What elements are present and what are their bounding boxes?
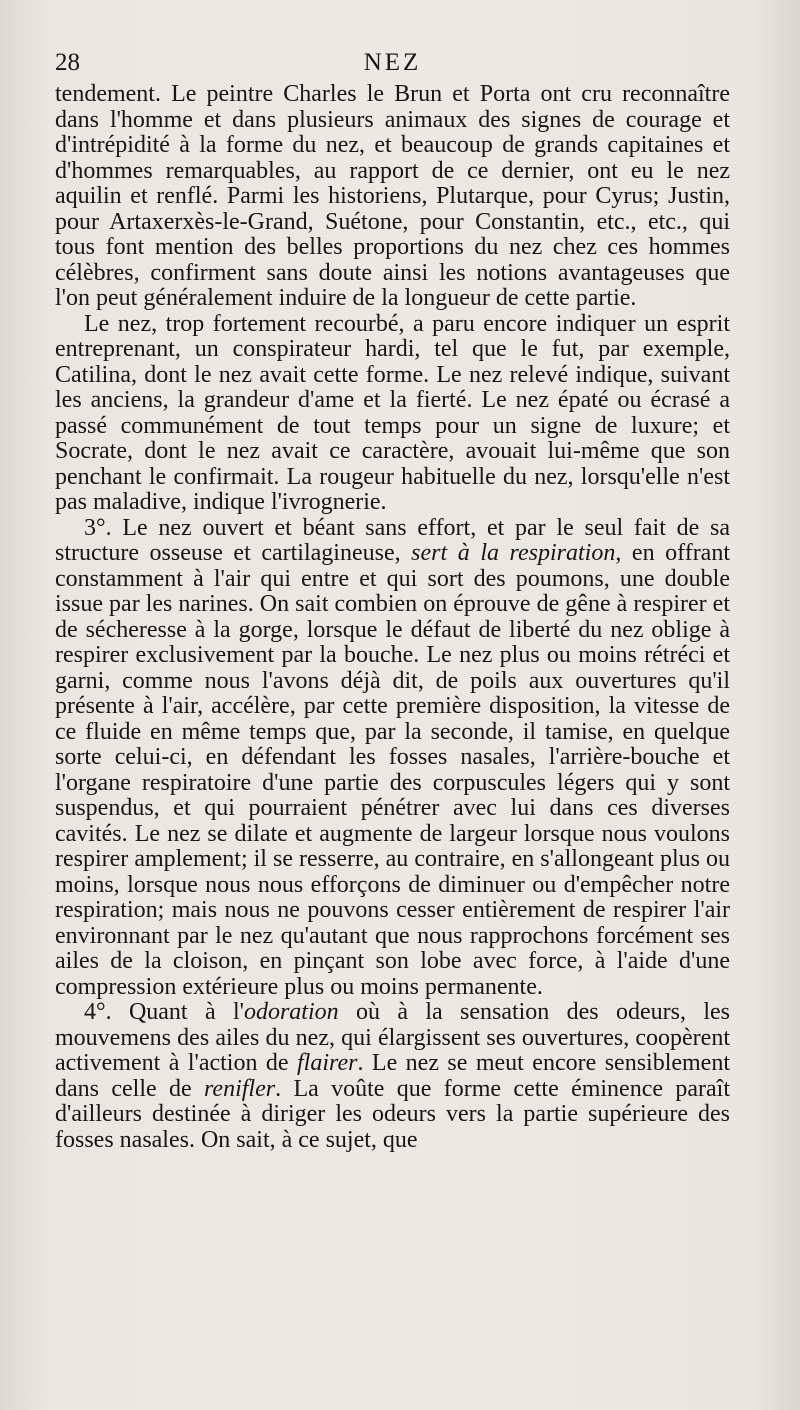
paragraph-nose-shapes: Le nez, trop fortement recourbé, a paru encore indiquer un esprit entreprenant, un conspirateur hardi, tel que le fut, par exemple, Catilina, dont le nez avait cette forme. Le nez relevé indique, suivant les anciens, la grandeur d'ame et la fierté. Le nez épaté ou écrasé a passé communément de tout temps pour un signe de luxure; et Socrate, dont le nez avait ce caractère, avouait lui-même que son penchant le confirmait. La rougeur habituelle du nez, lorsqu'elle n'est pas maladive, indique l'ivrognerie.	[55, 310, 730, 515]
italic-term-respiration: sert à la respiration	[411, 540, 616, 566]
paragraph-odoration-text-middle: où à la sensation des odeurs, les mouvemens des ailes du nez, qui élargissent ses ouvertures, coopèrent activement à l'action de	[55, 999, 730, 1076]
paragraph-odoration	[55, 1000, 730, 1153]
paragraph-respiration	[55, 516, 730, 1001]
paragraph-odoration-text-end: . La voûte que forme cette éminence paraît d'ailleurs destinée à diriger les odeurs vers la partie supérieure des fosses nasales. On sait, à ce sujet, que	[55, 1075, 730, 1153]
body-text	[55, 82, 730, 1153]
paragraph-respiration-text-start: 3°. Le nez ouvert et béant sans effort, et par le seul fait de sa structure osseuse et cartilagineuse,	[55, 514, 730, 566]
paragraph-odoration-text-start: 4°. Quant à l'	[84, 999, 244, 1025]
page-number: 28	[55, 49, 80, 76]
paragraph-continuation: tendement. Le peintre Charles le Brun et Porta ont cru reconnaître dans l'homme et dans plusieurs animaux des signes de courage et d'intrépidité à la forme du nez, et beaucoup de grands capitaines et d'hommes remarquables, au rapport de ce dernier, ont eu le nez aquilin et renflé. Parmi les historiens, Plutarque, pour Cyrus; Justin, pour Artaxerxès-le-Grand, Suétone, pour Constantin, etc., etc., qui tous font mention des belles proportions du nez chez ces hommes célèbres, confirment sans doute ainsi les notions avantageuses que l'on peut généralement induire de la longueur de cette partie.	[55, 81, 730, 311]
paragraph-respiration-text-end: , en offrant constamment à l'air qui entre et qui sort des poumons, une double issue par les narines. On sait combien on éprouve de gêne à respirer et de sécheresse à la gorge, lorsque le défaut de liberté du nez oblige à respirer exclusivement par la bouche. Le nez plus ou moins rétréci et garni, comme nous l'avons déjà dit, de poils aux ouvertures qu'il présente à l'air, accélère, par cette première disposition, la vitesse de ce fluide en même temps que, par la seconde, il tamise, en quelque sorte celui-ci, en défendant les fosses nasales, l'arrière-bouche et l'organe respiratoire d'une partie des corpuscules légers qui y sont suspendus, et qui pourraient pénétrer avec lui dans ces diverses cavités. Le nez se dilate et augmente de largeur lorsque nous voulons respirer amplement; il se resserre, au contraire, en s'allongeant plus ou moins, lorsque nous nous efforçons de diminuer ou d'empêcher notre respiration; mais nous ne pouvons cesser entièrement de respirer l'air environnant par le nez qu'autant que nous rapprochons forcément ses ailes de la cloison, en pinçant son lobe avec force, à l'aide d'une compression extérieure plus ou moins permanente.	[55, 540, 731, 1000]
page-header	[55, 46, 730, 82]
italic-term-odoration: odoration	[243, 999, 339, 1025]
running-title: NEZ	[363, 49, 422, 76]
italic-term-flairer: flairer	[297, 1050, 358, 1076]
italic-term-renifler: renifler	[203, 1075, 276, 1102]
paragraph-odoration-text-middle-two: . Le nez se meut encore sensiblement dans celle de	[55, 1050, 731, 1102]
